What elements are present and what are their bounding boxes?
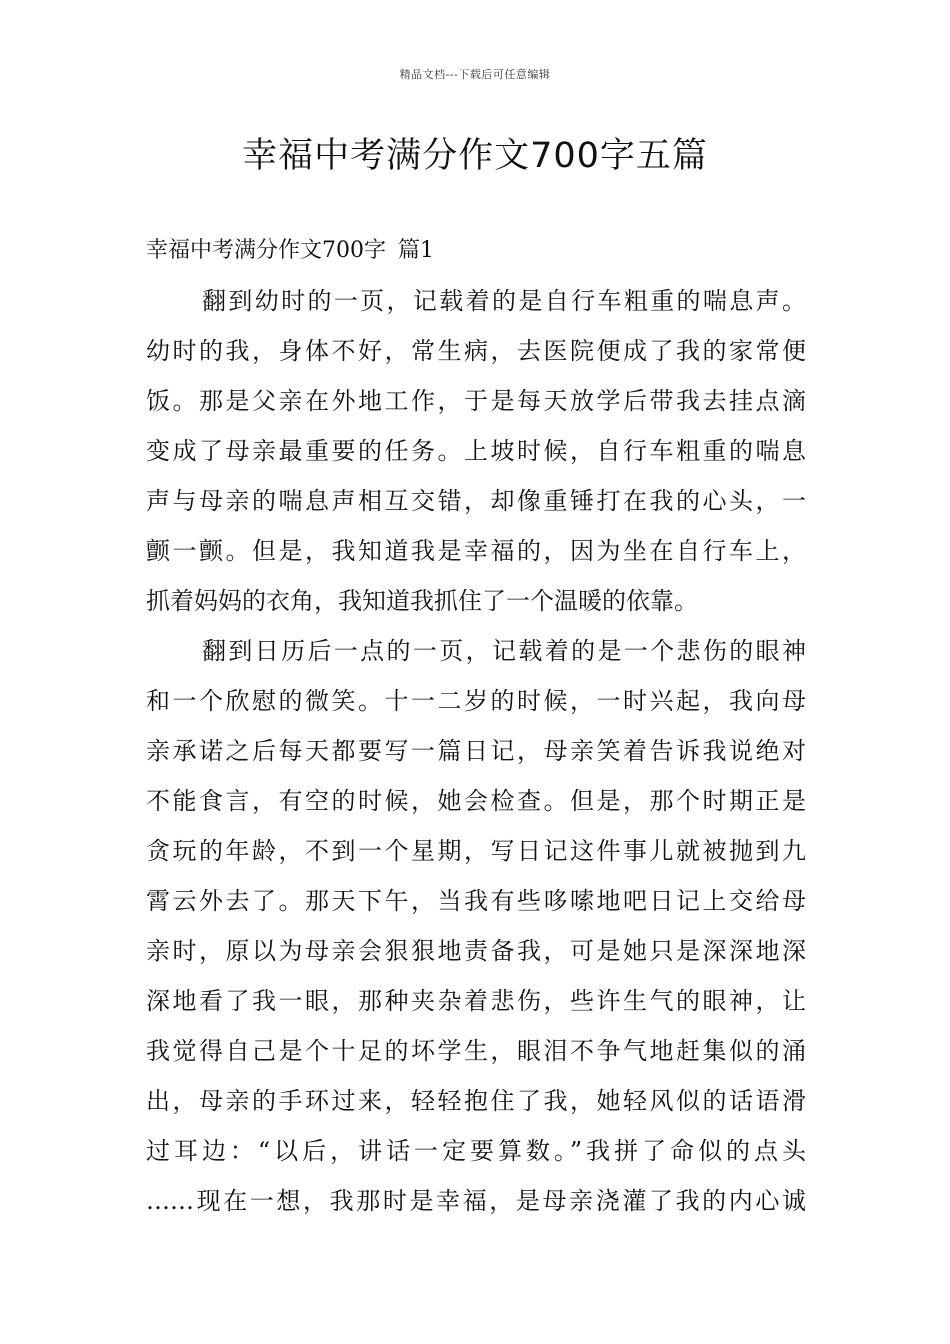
paragraph-line: 我觉得自己是个十足的坏学生，眼泪不争气地赶集似的涌 — [146, 1037, 806, 1065]
paragraph-line: 不能食言，有空的时候，她会检查。但是，那个时期正是 — [146, 787, 806, 815]
header-note: 精品文档---下载后可任意编辑 — [399, 68, 551, 81]
paragraph-line: 和一个欣慰的微笑。十一二岁的时候，一时兴起，我向母 — [146, 687, 806, 715]
paragraph-line: 霄云外去了。那天下午，当我有些哆嗦地吧日记上交给母 — [146, 887, 806, 915]
paragraph-line: ……现在一想，我那时是幸福，是母亲浇灌了我的内心诚 — [146, 1187, 806, 1215]
paragraph-line: 抓着妈妈的衣角，我知道我抓住了一个温暖的依靠。 — [146, 587, 698, 615]
section-heading — [146, 233, 434, 264]
paragraph-line: 声与母亲的喘息声相互交错，却像重锤打在我的心头，一 — [146, 487, 806, 515]
paragraph-line: 贪玩的年龄，不到一个星期，写日记这件事儿就被抛到九 — [146, 837, 806, 865]
section-part-label: 篇1 — [398, 238, 434, 263]
section-title-text: 幸福中考满分作文700字 — [146, 238, 386, 263]
paragraph-line: 出，母亲的手环过来，轻轻抱住了我，她轻风似的话语滑 — [146, 1087, 806, 1115]
paragraph-line: 亲时，原以为母亲会狠狠地责备我，可是她只是深深地深 — [146, 937, 806, 965]
paragraph-line: 幼时的我，身体不好，常生病，去医院便成了我的家常便 — [146, 337, 806, 365]
paragraph-line: 变成了母亲最重要的任务。上坡时候，自行车粗重的喘息 — [146, 437, 806, 465]
paragraph-line: 饭。那是父亲在外地工作，于是每天放学后带我去挂点滴 — [146, 387, 806, 415]
paragraph-line: 颤一颤。但是，我知道我是幸福的，因为坐在自行车上， — [146, 537, 806, 565]
article-body — [146, 276, 806, 1226]
paragraph-line: 翻到日历后一点的一页，记载着的是一个悲伤的眼神 — [202, 637, 806, 665]
paragraph-line: 亲承诺之后每天都要写一篇日记，母亲笑着告诉我说绝对 — [146, 737, 806, 765]
paragraph-line: 过耳边：“以后，讲话一定要算数。”我拼了命似的点头 — [146, 1137, 806, 1165]
paragraph-line: 翻到幼时的一页，记载着的是自行车粗重的喘息声。 — [202, 287, 806, 315]
document-title: 幸福中考满分作文700字五篇 — [242, 136, 708, 176]
paragraph-line: 深地看了我一眼，那种夹杂着悲伤，些许生气的眼神，让 — [146, 987, 806, 1015]
